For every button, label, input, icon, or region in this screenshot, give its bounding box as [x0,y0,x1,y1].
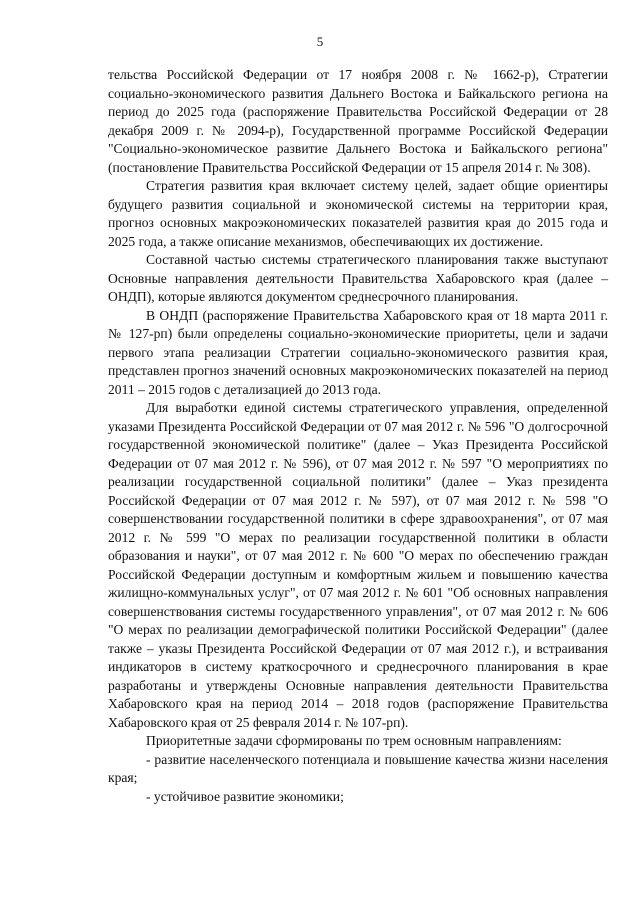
list-item: - устойчивое развитие экономики; [146,788,344,804]
paragraph-presidential-decrees: Для выработки единой системы стратегического управления, определенной указами Президента Российской Федерации от 07 мая 2012 г. № 596 "О долгосрочной государственной экономической политике" (далее – Указ Президента Российской Федерации от 07 мая 2012 г. № 596), от 07 мая 2012 г. № 597 "О мероприятиях по реализации государственной социальной политики" (далее – Указ президента Российской Федерации от 07 мая 2012 г. № 597), от 07 мая 2012 г. № 598 "О совершенствовании государственной политики в сфере здравоохранения", от 07 мая 2012 г. № 599 "О мерах по реализации государственной политики в области образования и науки", от 07 мая 2012 г. № 600 "О мерах по обеспечению граждан Российской Федерации доступным и комфортным жильем и повышению качества жилищно-коммунальных услуг", от 07 мая 2012 г. № 601 "Об основных направления совершенствования системы государственного управления", от 07 мая 2012 г. № 606 "О мерах по реализации демографической политики Российской Федерации" (далее также – указы Президента Российской Федерации от 07 мая 2012 г.), и встраивания индикаторов в систему краткосрочного и среднесрочного планирования в крае разработаны и утверждены Основные направления деятельности Правительства Хабаровского края на период 2014 – 2018 годов (распоряжение Правительства Хабаровского края от 25 февраля 2014 г. № 107-рп). [108,400,608,730]
list-item: - развитие населенческого потенциала и повышение качества жизни населения края; [108,751,608,785]
paragraph-continuation: тельства Российской Федерации от 17 ноября 2008 г. № 1662-р), Стратегии социально-экономического развития Дальнего Востока и Байкальского региона на период до 2025 года (распоряжение Правительства Российской Федерации от 28 декабря 2009 г. № 2094-р), Государственной программе Российской Федерации "Социально-экономическое развитие Дальнего Востока и Байкальского региона" (постановление Правительства Российской Федерации от 15 апреля 2014 г. № 308). [108,67,608,175]
paragraph-ondp-intro: Составной частью системы стратегического планирования также выступают Основные направления деятельности Правительства Хабаровского края (далее – ОНДП), которые являются документом среднесрочного планирования. [108,252,608,304]
paragraph-ondp-2011: В ОНДП (распоряжение Правительства Хабаровского края от 18 марта 2011 г. № 127-рп) были определены социально-экономические приоритеты, цели и задачи первого этапа реализации Стратегии социально-экономического развития края, представлен прогноз значений основных макроэкономических показателей на период 2011 – 2015 годов с детализацией до 2013 года. [108,307,608,397]
paragraph-priority-tasks: Приоритетные задачи сформированы по трем основным направлениям: [146,733,562,748]
page-number: 5 [316,34,324,49]
paragraph-strategy: Стратегия развития края включает систему целей, задает общие ориентиры будущего развития социальной и экономической системы на территории края, прогноз основных макроэкономических показателей развития края до 2015 года и 2025 года, а также описание механизмов, обеспечивающих их достижение. [108,178,608,249]
document-body [108,66,608,806]
